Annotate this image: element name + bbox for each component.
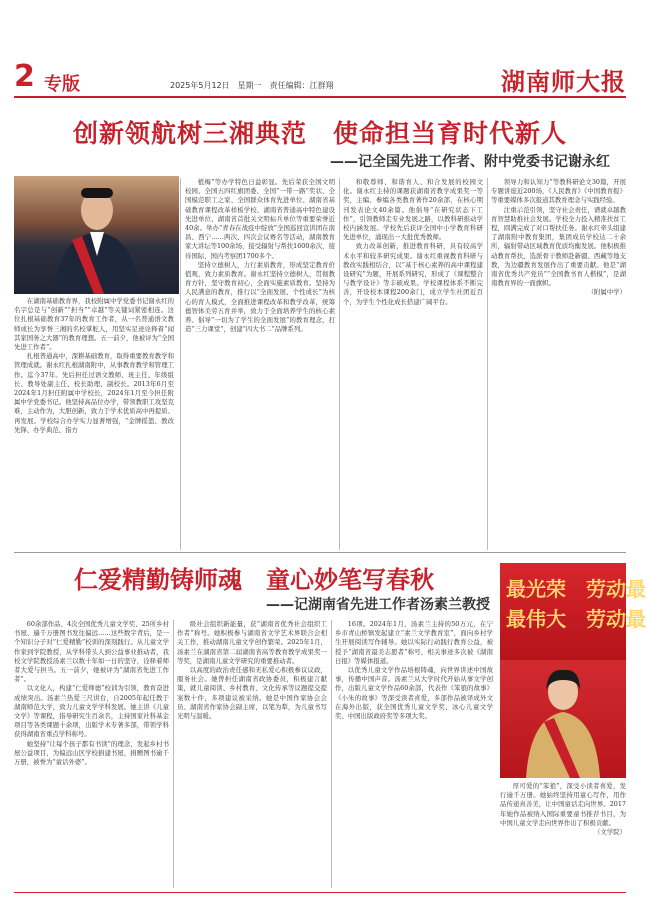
byline: （文学院）: [594, 828, 626, 837]
column-divider: [173, 620, 174, 888]
paper-name: 湖南师大报: [501, 67, 626, 96]
paragraph: 以高度的政治责任感和无私爱心积极参议议政，服务社会。她曾担任湖南省政协委员，积极建言献策，就儿童阅读、乡村教育、文化传承等议题提交提案数十件，多项建议被采纳。她是中国作家协会会员、湖南省作家协会副主席，以笔为犁，为儿童书写光明与温暖。: [177, 666, 327, 721]
column-divider: [339, 178, 340, 550]
paragraph: 致力改革创新，推进教育科研，具有较高学术水平和较多研究成果。谢永红重视教育科研与教改实践相结合，以“基于核心素养的高中课程建设研究”为题，开展系列研究，形成了《课程整合与教学设计》等丰硕成果。学校课程体系不断完善，开设校本课程200余门，成立学生社团近百个，为学生个性化成长搭建广阔平台。: [343, 242, 483, 306]
article2-column-3: [335, 620, 493, 888]
paragraph: 注重示范引领，坚守社会责任，谱就卓越教育智慧助推社会发展。学校全力投入精准扶贫工程，圆满完成了对口帮扶任务。谢永红牵头组建了湖南附中教育集团，集团成员学校达二十余所，辐射带动区域教育优质均衡发展。他积极推动教育帮扶，选派骨干教师赴新疆、西藏等地支教，为边疆教育发展作出了重要贡献。他是“湖南省优秀共产党员”“全国教书育人楷模”，是湖南教育界的一面旗帜。: [491, 205, 626, 288]
bottom-rule: [14, 892, 626, 893]
banner-line-2: 最伟大 劳动最: [506, 607, 646, 631]
paragraph: 和敬尊师、和谐育人、和合发展的校园文化。谢永红主持的课题获湖南省教学成果奖一等奖，主编、参编各类教育著作20余部，在核心期刊发表论文40余篇。他倡导“在研究状态下工作”，引领教师走专业发展之路，以教科研推动学校内涵发展。学校先后获评全国中小学教育科研先进单位，涌现出一大批优秀教师。: [343, 178, 483, 242]
article1-subheadline: ——记全国先进工作者、附中党委书记谢永红: [330, 154, 610, 170]
paragraph: 级社会组织新能量，获“湖南省优秀社会组织工作者”称号。她积极参与湖南省文学艺术界联合会相关工作，推动湖南儿童文学创作繁荣。2025年1月，汤素兰在湖南省第二届湖南省高等教育教学成果奖一等奖，是湖南儿童文学研究的重要推动者。: [177, 620, 327, 665]
section-tag: 专版: [44, 74, 80, 95]
paragraph: 扎根普通高中，深耕基础教育，取得重要教育教学和管理成就。谢永红扎根湖南附中，从事教育教学和管理工作。迄今37年。先后担任过语文教师、班主任、年级组长、教导处副主任、校长助理、副校长。2013年6月至2024年1月担任附属中学校长，2024年1月至今担任附属中学党委书记。他坚持高品位办学，带领教职工攻坚克难，主动作为，大胆创新，致力于学术优质高中再提质、再发展。学校综合办学实力显著增强，“金牌摇篮、教改先锋、办学典范、指方: [14, 352, 174, 434]
paragraph: 她坚持“让每个孩子都有书读”的理念，发起乡村书屋公益项目，为偏远山区学校捐建书屋，捐赠图书逾千万册，被誉为“童话外婆”。: [14, 739, 169, 767]
paragraph: 领导力和认知力”等教科研论文30篇，开展专题讲座近200场，《人民教育》《中国教育报》等重要媒体多次报道其教育理念与实践经验。: [491, 178, 626, 205]
byline: （附属中学）: [587, 288, 626, 297]
article2-column-4: [500, 782, 626, 888]
article1-column-3: [343, 178, 483, 550]
article1-column-4: [491, 178, 626, 550]
article2-column-2: [177, 620, 327, 888]
article2-column-1: [14, 620, 169, 888]
article1-column-2: [185, 178, 335, 550]
portrait-photo-2: [500, 660, 626, 778]
paragraph: 植梅”等办学特色日益彰显。先后荣获全国文明校园、全国五四红旗团委、全国“一带一路”奖状、全国模范职工之家、全国群众体育先进单位、湖南省基础教育课程改革样板学校、湖南省普通高中特色建设先进单位、湖南省首批关文明标兵单位等重要荣誉近40余。举办“青春在战疫中绽放”全国巡回宣讲团在南昌、西宁……两次、四次会议赛名等活动，湖南教育家大讲坛等100余场，接受辐射与帮扶1600余次，接待国际、国内考察团1700多个。: [185, 178, 335, 260]
article1-headline: 创新领航树三湘典范 使命担当育时代新人: [72, 119, 567, 148]
paragraph: 厚可爱的“笨狼”，深受小读者喜爱，发行逾千万册。她始终坚持用童心写作，用作品传递真善美，让中国童话走向世界。2017年她作品被纳入国际重要童书推荐书目，为中国儿童文学走向世界作出了积极贡献。: [500, 782, 626, 827]
paragraph: 以文化人，构建“仁爱师德”校训为引领，教育奋进成绩突出。汤素兰热爱三尺讲台，自2005年起任教于湖南师范大学，致力儿童文学学科发展。她主讲《儿童文学》等课程，指导研究生百余名，主持国家社科基金项目等各类课题十余项，出版学术专著多部，带领学科获得湖南省重点学科称号。: [14, 684, 169, 739]
column-divider: [487, 178, 488, 550]
dateline: 2025年5月12日 星期一 责任编辑：江群翔: [170, 81, 334, 90]
masthead-rule: [14, 96, 626, 98]
paragraph: 16项。2024年1月，汤素兰主持的50万元，在宁乡市青山桥镇发起建立“素兰文学教育室”，面向乡村学生开展阅读写作辅导。她以实际行动践行教育公益，被授予“湖南省最美志愿者”称号，相关事迹多次被《湖南日报》等媒体报道。: [335, 620, 493, 665]
paragraph: 在湖南基础教育界，我校附属中学党委书记谢永红的名字总是与“创新”“担当”“卓越”等关键词紧密相连。这位扎根基础教育37年的教育工作者，从一名普通语文教师成长为享誉三湘的名校掌舵人，用坚实足迹诠释着“闻其家国务之大器”的教育理想。五一前夕，他被评为“全国先进工作者”。: [14, 297, 174, 352]
labor-banner: [500, 563, 646, 660]
paragraph: 60余部作品、4次全国优秀儿童文学奖、25所乡村书屋、遍千万册图书发往偏远……这些数字背后，是一个知识分子对“仁爱精勤”校训的深刻践行。从儿童文学作家到学院教授，从学科带头人到公益事业推动者，我校文学院教授汤素兰以数十年如一日的坚守，诠释着师者大爱与担当。五一前夕，她被评为“湖南省先进工作者”。: [14, 620, 169, 684]
banner-line-1: 最光荣 劳动最: [506, 577, 646, 601]
paragraph: 以优秀儿童文学作品培根铸魂，向世界讲述中国故事，传播中国声音。汤素兰从大学时代开始从事文学创作，出版儿童文学作品60余部，代表作《笨狼的故事》《小朱的故事》等深受读者喜爱，多部作品被译成外文在海外出版，获全国优秀儿童文学奖、冰心儿童文学奖、中国出版政府奖等多项大奖。: [335, 666, 493, 721]
paragraph: 坚持立德树人，力行素质教育，形成坚定教育价值观，致力素质教育。谢永红坚持立德树人，贯彻教育方针，坚守教育初心，全面实施素质教育。坚持为人民满意的教育，推行以“全面发展、个性成长”为核心的育人模式，全面推进课程改革和教学改革，统筹德智体美劳五育并举，致力于全面培养学生的核心素养。倡导“一切为了学生的全面发展”的教育理念，打造“三力课堂”，创建“四大书二”品牌系列。: [185, 260, 335, 334]
portrait-photo-1: [14, 176, 179, 294]
article1-column-1: [14, 297, 174, 553]
article2-headline: 仁爱精勤铸师魂 童心妙笔写春秋: [74, 566, 434, 594]
article2-subheadline: ——记湖南省先进工作者汤素兰教授: [266, 597, 490, 613]
page-number: 2: [14, 59, 35, 94]
section-divider: [14, 552, 626, 553]
column-divider: [180, 178, 181, 550]
column-divider: [331, 620, 332, 888]
